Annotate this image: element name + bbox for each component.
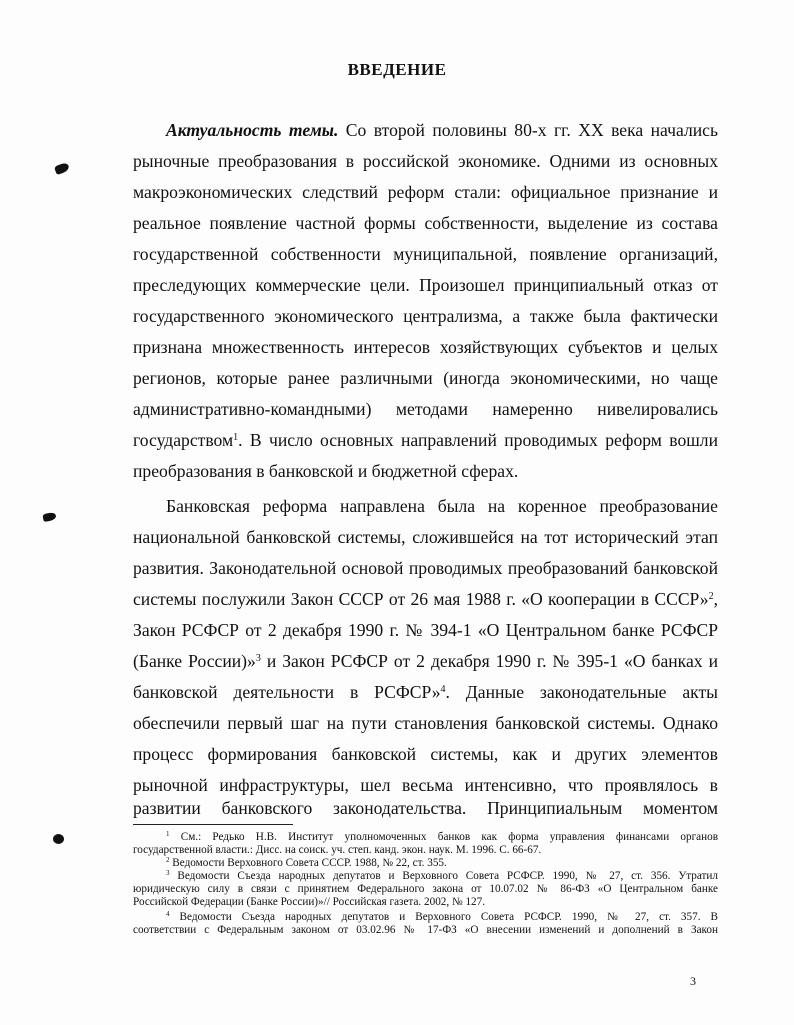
footnote-ref[interactable]: 2 <box>708 591 714 602</box>
body-line: рыночной инфраструктуры, шел весьма интенсивно, что проявлялось в <box>133 775 718 795</box>
body-line: реальное появление частной формы собственности, выделение из состава <box>133 213 718 233</box>
body-line: (Банке России)»$^3$ и Закон РСФСР от 2 декабря 1990 г. № 395-1 «О банках и <box>133 651 718 671</box>
footnote-ref[interactable]: 4 <box>440 684 446 695</box>
footnote-3: $^3$ Ведомости Съезда народных депутатов и Верховного Совета РСФСР. 1990, № 27, ст. 356. Утратил <box>166 869 718 882</box>
scan-margin-mark <box>54 162 70 175</box>
body-line: макроэкономических следствий реформ стали: официальное признание и <box>133 182 718 202</box>
scan-margin-mark <box>53 834 64 844</box>
section-lead: Актуальность темы. <box>166 120 339 140</box>
footnote-ref[interactable]: 3 <box>255 653 261 664</box>
footnote-3-cont: юридическую силу в связи с принятием Федерального закона от 10.07.02 № 86-ФЗ «О Центральном банке <box>133 883 718 895</box>
body-line: Закон РСФСР от 2 декабря 1990 г. № 394-1 «О Центральном банке РСФСР <box>133 620 718 640</box>
body-line: государством$^1$. В число основных направлений проводимых реформ вошли <box>133 430 718 450</box>
body-line: признана множественность интересов хозяйствующих субъектов и целых <box>133 337 718 357</box>
page-title: ВВЕДЕНИЕ <box>347 60 447 79</box>
footnote-2: $^2$ Ведомости Верховного Совета СССР. 1988, № 22, ст. 355. <box>166 856 447 869</box>
scan-margin-mark <box>42 512 56 522</box>
body-line: преобразования в банковской и бюджетной сферах. <box>133 461 519 481</box>
body-line: административно-командными) методами намеренно нивелировались <box>133 399 718 419</box>
body-line: преследующих коммерческие цели. Произошел принципиальный отказ от <box>133 275 718 295</box>
footnote-1: $^1$ См.: Редько Н.В. Институт уполномоченных банков как форма управления финансами органов <box>166 830 719 843</box>
body-line: развитии банковского законодательства. Принципиальным моментом <box>133 798 718 818</box>
footnote-4-cont: соответствии с Федеральным законом от 03.02.96 № 17-ФЗ «О внесении изменений и дополнений в Закон <box>133 924 718 936</box>
body-line: банковской деятельности в РСФСР»$^4$. Данные законодательные акты <box>133 682 718 702</box>
body-line: государственной собственности муниципальной, появление организаций, <box>133 244 718 264</box>
body-line: национальной банковской системы, сложившейся на тот исторический этап <box>133 527 718 547</box>
body-line: процесс формирования банковской системы, как и других элементов <box>133 744 718 764</box>
footnote-3-cont: Российской Федерации (Банке России)»// Российская газета. 2002, № 127. <box>133 896 486 908</box>
footnote-divider <box>133 824 293 825</box>
body-line: регионов, которые ранее различными (иногда экономическими, но чаще <box>133 368 718 388</box>
page-number: 3 <box>690 974 696 988</box>
body-line: государственного экономического централизма, а также была фактически <box>133 306 718 326</box>
body-line: Актуальность темы. Со второй половины 80-х гг. XX века начались <box>166 120 718 140</box>
footnote-ref[interactable]: 1 <box>233 432 239 443</box>
body-line: Банковская реформа направлена была на коренное преобразование <box>166 496 718 516</box>
body-line: рыночные преобразования в российской экономике. Одними из основных <box>133 151 718 171</box>
footnote-1-cont: государственной власти.: Дисс. на соиск. уч. степ. канд. экон. наук. М. 1996. С. 66-67. <box>133 844 542 856</box>
body-line: обеспечили первый шаг на пути становления банковской системы. Однако <box>133 713 718 733</box>
body-line: развития. Законодательной основой проводимых преобразований банковской <box>133 558 718 578</box>
body-line: системы послужили Закон СССР от 26 мая 1988 г. «О кооперации в СССР»$^2$, <box>133 589 718 609</box>
footnote-4: $^4$ Ведомости Съезда народных депутатов и Верховного Совета РСФСР. 1990, № 27, ст. 357. В <box>166 910 718 923</box>
